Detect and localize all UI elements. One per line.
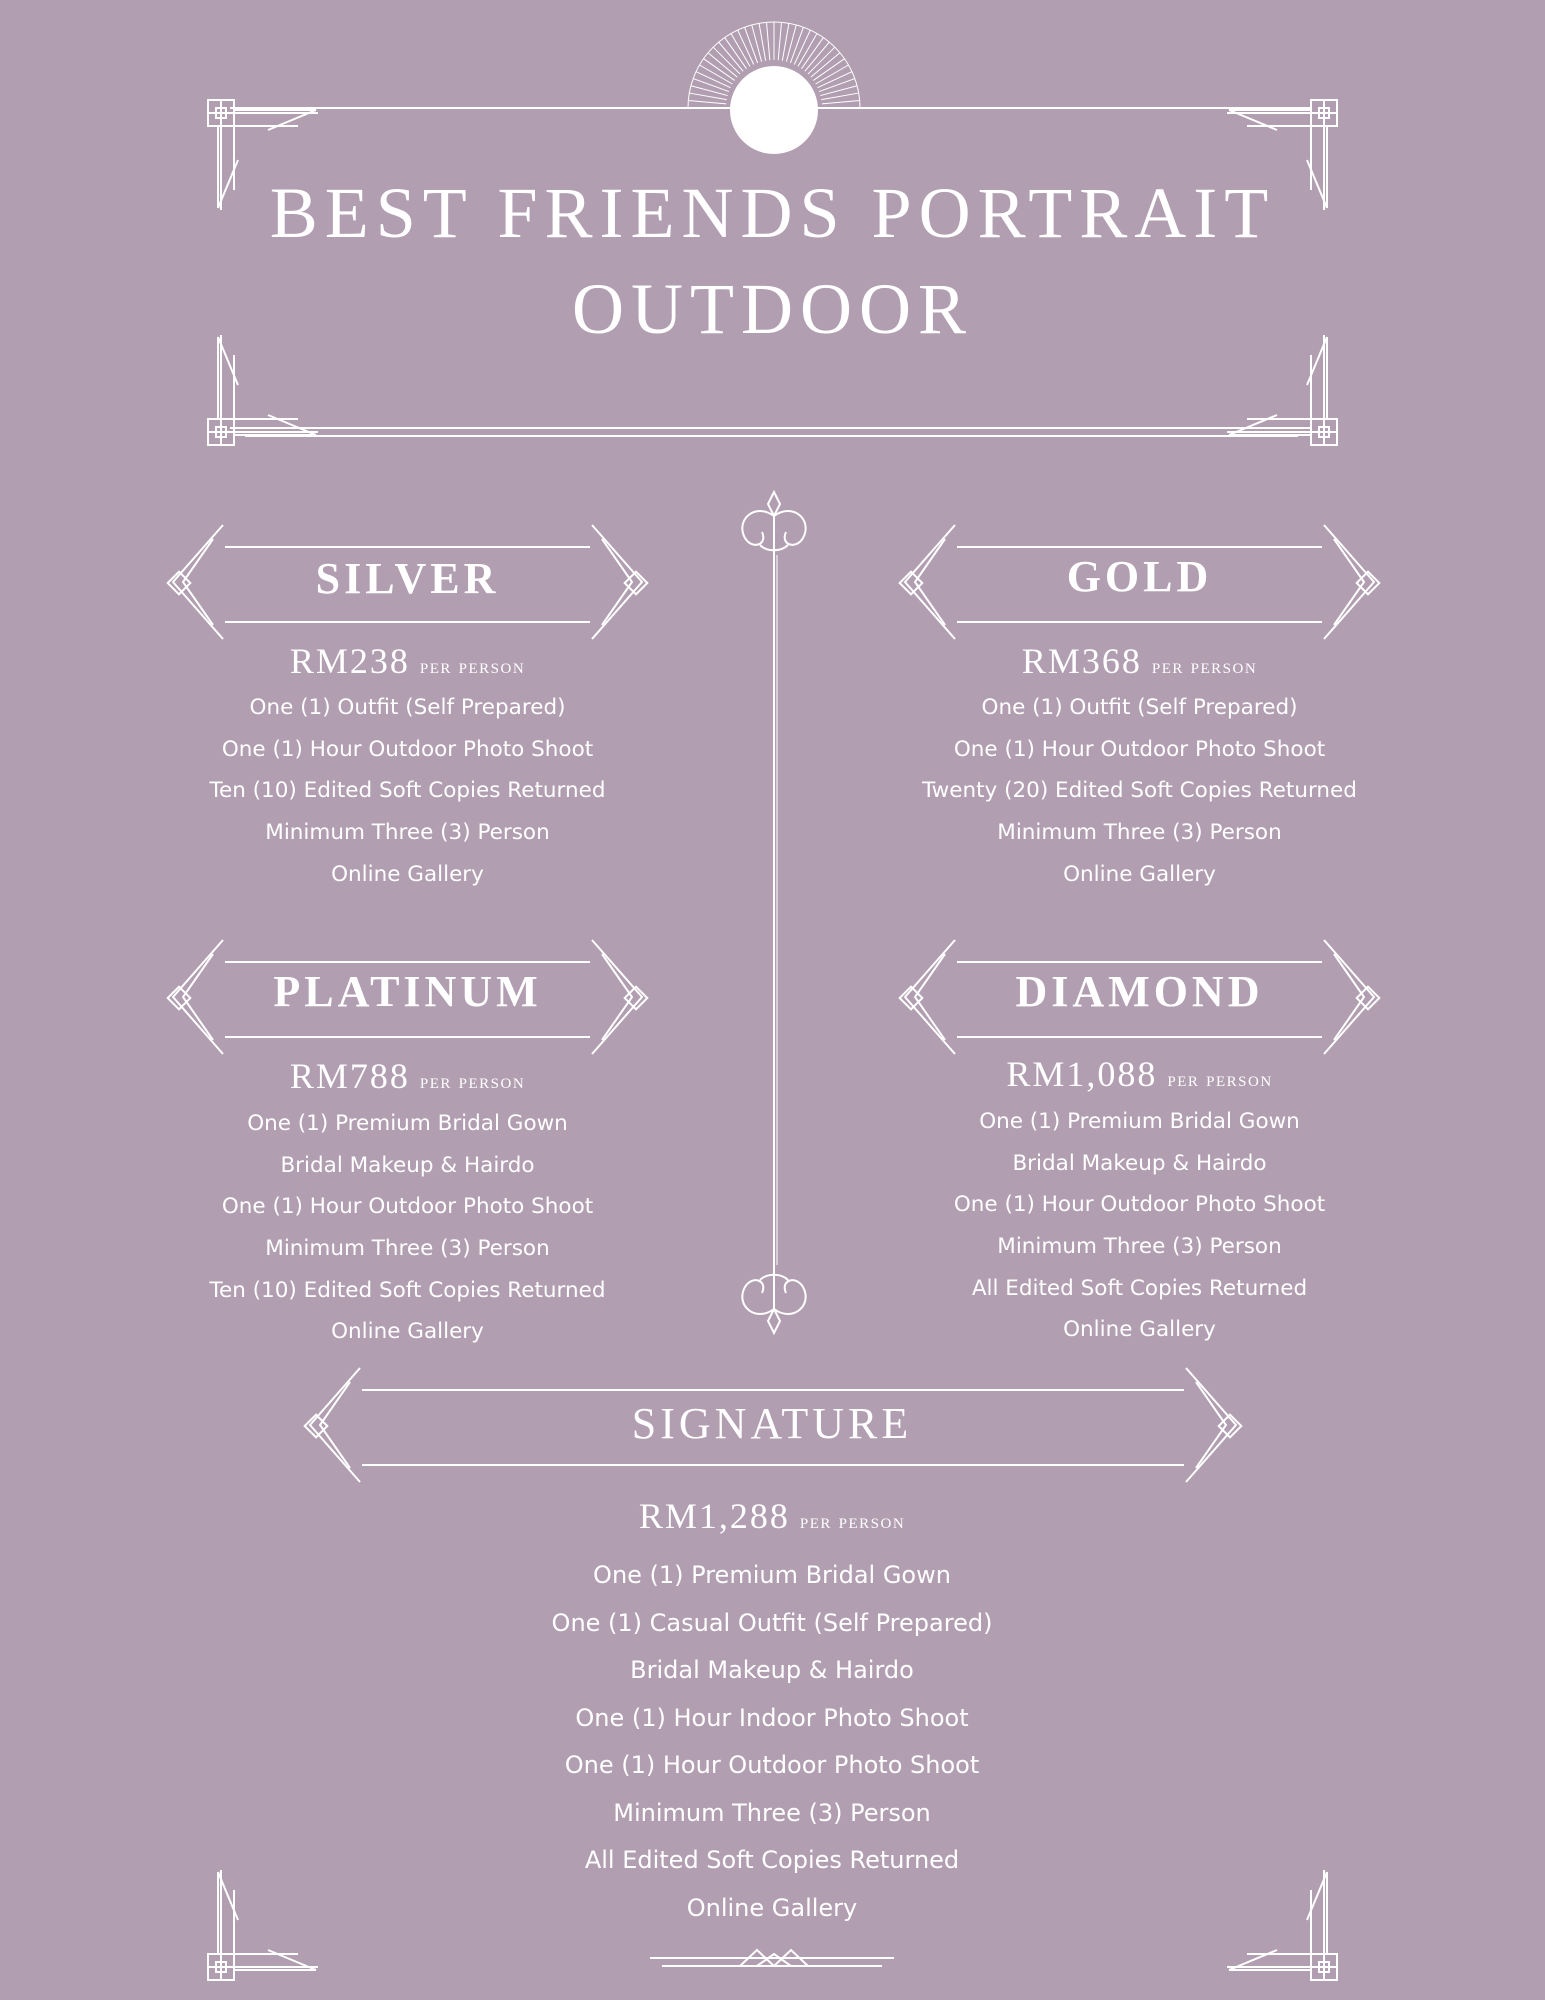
- price-amount: RM1,088: [1006, 1054, 1158, 1094]
- sun-ray: [693, 79, 729, 92]
- price-amount: RM368: [1021, 641, 1142, 681]
- sun-ray: [790, 27, 803, 63]
- package-price-gold: [897, 640, 1382, 682]
- feature-item: One (1) Hour Outdoor Photo Shoot: [953, 1192, 1326, 1218]
- page-title-line-2: OUTDOOR: [572, 269, 973, 349]
- feature-list-gold: [897, 687, 1382, 895]
- sun-ray: [691, 86, 728, 96]
- price-unit: per person: [419, 654, 526, 678]
- feature-item: Minimum Three (3) Person: [997, 820, 1282, 846]
- feature-list-platinum: [165, 1103, 650, 1353]
- corner-ornament-header-bottom-left: [208, 335, 318, 445]
- feature-item: Bridal Makeup & Hairdo: [630, 1656, 914, 1684]
- feature-item: Online Gallery: [331, 1319, 484, 1345]
- feature-item: All Edited Soft Copies Returned: [971, 1275, 1308, 1301]
- sun-ray: [745, 27, 758, 63]
- price-unit: per person: [1167, 1067, 1273, 1091]
- sun-ray: [767, 22, 770, 60]
- price-unit: per person: [419, 1069, 526, 1093]
- sun-ray: [821, 93, 858, 100]
- sun-ray: [725, 38, 747, 69]
- package-price-diamond: [897, 1053, 1382, 1095]
- sun-ray: [811, 53, 840, 77]
- package-name-diamond: DIAMOND: [1015, 967, 1264, 1016]
- page-title-line-1: BEST FRIENDS PORTRAIT: [269, 173, 1276, 253]
- sun-ray: [805, 42, 829, 71]
- feature-item: Bridal Makeup & Hairdo: [280, 1152, 535, 1178]
- feature-item: One (1) Hour Indoor Photo Shoot: [575, 1703, 969, 1732]
- package-name-platinum: PLATINUM: [273, 967, 542, 1016]
- sunburst-arc: [688, 22, 860, 108]
- feature-item: Online Gallery: [686, 1893, 858, 1922]
- package-name-gold: GOLD: [1066, 552, 1213, 601]
- sun-ray: [822, 101, 860, 104]
- feature-item: Minimum Three (3) Person: [613, 1798, 931, 1827]
- feature-item: One (1) Hour Outdoor Photo Shoot: [221, 736, 594, 762]
- feature-item: Minimum Three (3) Person: [265, 820, 550, 846]
- sun-ray: [818, 72, 852, 88]
- feature-item: Minimum Three (3) Person: [997, 1234, 1282, 1260]
- package-name-silver: SILVER: [315, 554, 500, 603]
- feature-item: One (1) Outfit (Self Prepared): [249, 695, 566, 720]
- sun-ray: [759, 23, 766, 60]
- price-unit: per person: [799, 1509, 906, 1533]
- sun-ray: [786, 25, 796, 62]
- feature-item: One (1) Casual Outfit (Self Prepared): [551, 1608, 993, 1637]
- sun-ray: [689, 93, 726, 100]
- feature-item: One (1) Outfit (Self Prepared): [981, 695, 1298, 720]
- feature-item: Ten (10) Edited Soft Copies Returned: [209, 1277, 606, 1303]
- feature-item: Bridal Makeup & Hairdo: [1012, 1150, 1267, 1176]
- center-divider-ornament: [742, 492, 805, 1333]
- sun-ray: [802, 38, 824, 69]
- feature-item: Twenty (20) Edited Soft Copies Returned: [922, 778, 1357, 804]
- sun-ray: [819, 79, 855, 92]
- package-price-silver: [165, 640, 650, 682]
- feature-item: Online Gallery: [331, 861, 484, 887]
- sun-ray: [704, 59, 735, 81]
- feature-item: One (1) Hour Outdoor Photo Shoot: [953, 736, 1326, 762]
- feature-list-signature: [302, 1552, 1242, 1932]
- feature-item: All Edited Soft Copies Returned: [584, 1846, 960, 1874]
- bottom-divider-ornament: [650, 1950, 894, 1966]
- feature-list-silver: [165, 687, 650, 895]
- sun-ray: [798, 34, 817, 67]
- sun-ray: [696, 72, 730, 88]
- feature-item: Online Gallery: [1063, 1317, 1216, 1343]
- sunburst-ornament: [688, 22, 860, 108]
- feature-list-diamond: [897, 1101, 1382, 1351]
- sun-ray: [813, 59, 844, 81]
- corner-ornament-header-bottom-right: [1227, 335, 1337, 445]
- sun-ray: [700, 65, 733, 84]
- price-unit: per person: [1151, 654, 1258, 678]
- sun-ray: [778, 22, 781, 60]
- feature-item: One (1) Premium Bridal Gown: [247, 1111, 568, 1136]
- price-amount: RM1,288: [638, 1496, 790, 1536]
- sun-ray: [731, 34, 750, 67]
- feature-item: Online Gallery: [1063, 861, 1216, 887]
- sun-ray: [752, 25, 762, 62]
- price-amount: RM788: [289, 1056, 410, 1096]
- feature-item: One (1) Hour Outdoor Photo Shoot: [564, 1751, 980, 1779]
- sun-ray: [794, 30, 810, 64]
- sun-ray: [816, 65, 849, 84]
- sun-ray: [808, 47, 835, 74]
- feature-item: Minimum Three (3) Person: [265, 1236, 550, 1262]
- sun-icon: [730, 66, 818, 154]
- package-price-signature: [302, 1495, 1242, 1537]
- corner-ornament-page-bottom-right: [1227, 1870, 1337, 1980]
- sun-ray: [820, 86, 857, 96]
- sun-ray: [719, 42, 743, 71]
- feature-item: One (1) Premium Bridal Gown: [979, 1109, 1300, 1134]
- sun-ray: [738, 30, 754, 64]
- sun-ray: [688, 101, 726, 104]
- package-price-platinum: [165, 1055, 650, 1097]
- package-name-signature: SIGNATURE: [631, 1399, 913, 1448]
- feature-item: Ten (10) Edited Soft Copies Returned: [209, 778, 606, 804]
- feature-item: One (1) Hour Outdoor Photo Shoot: [221, 1194, 594, 1220]
- feature-item: One (1) Premium Bridal Gown: [593, 1561, 951, 1589]
- sun-ray: [708, 53, 737, 77]
- price-amount: RM238: [289, 641, 410, 681]
- sun-ray: [713, 47, 740, 74]
- sun-ray: [782, 23, 789, 60]
